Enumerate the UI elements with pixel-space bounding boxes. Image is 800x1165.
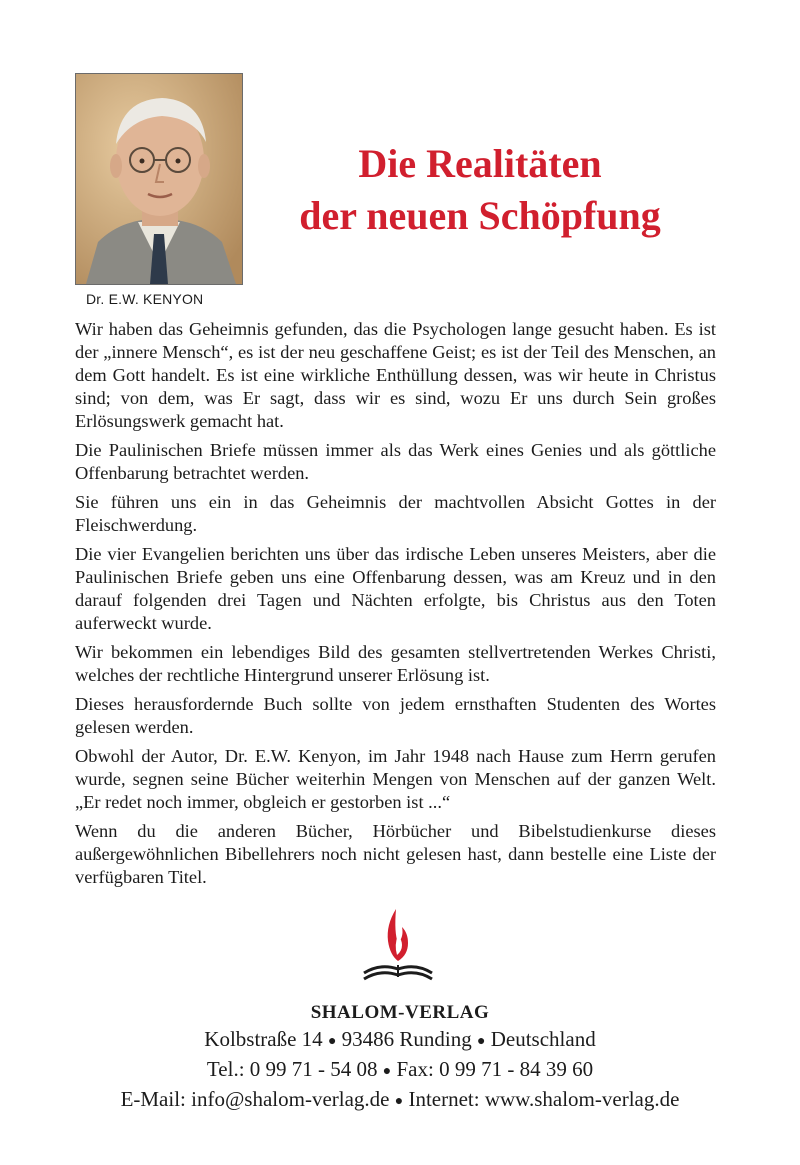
blurb-paragraph: Sie führen uns ein in das Geheimnis der machtvollen Absicht Gottes in der Fleischwerdung. (75, 492, 716, 535)
fax-number: Fax: 0 99 71 - 84 39 60 (396, 1057, 594, 1081)
book-title (250, 138, 710, 242)
blurb-paragraph: Obwohl der Autor, Dr. E.W. Kenyon, im Jahr 1948 nach Hause zum Herrn gerufen wurde, segnen seine Bücher weiterhin Mengen von Menschen auf der ganzen Welt. „Er redet noch immer, obgleich er gestorben ist ...“ (75, 746, 716, 812)
blurb-paragraph: Die vier Evangelien berichten uns über das irdische Leben unseres Meisters, aber die Paulinischen Briefe geben uns eine Offenbarung dessen, was am Kreuz und in den darauf folgenden drei Tagen und Nächten erfolgte, bis Christus aus den Toten auferweckt wurde. (75, 544, 716, 633)
publisher-info (40, 1000, 760, 1116)
blurb-paragraph: Die Paulinischen Briefe müssen immer als das Werk eines Genies und als göttliche Offenbarung betrachtet werden. (75, 440, 716, 483)
portrait-photo-icon (76, 74, 242, 284)
address-city: 93486 Runding (341, 1027, 472, 1051)
blurb-paragraph: Wir bekommen ein lebendiges Bild des gesamten stellvertretenden Werkes Christi, welches der rechtliche Hintergrund unserer Erlösung ist. (75, 642, 716, 685)
blurb-text (75, 318, 716, 895)
blurb-paragraph: Wenn du die anderen Bücher, Hörbücher und Bibelstudienkurse dieses außergewöhnlichen Bibellehrers noch nicht gelesen hast, dann bestelle eine Liste der verfügbaren Titel. (75, 821, 716, 887)
publisher-name: SHALOM-VERLAG (310, 1002, 490, 1023)
publisher-address (40, 1026, 760, 1056)
bullet-separator: ● (327, 1034, 337, 1049)
book-title-line-2: der neuen Schöpfung (299, 193, 661, 238)
publisher-phone-fax (40, 1056, 760, 1086)
address-street: Kolbstraße 14 (204, 1027, 323, 1051)
bullet-separator: ● (477, 1034, 486, 1049)
address-country: Deutschland (490, 1027, 596, 1051)
email-address: E-Mail: info@shalom-verlag.de (120, 1087, 390, 1111)
author-photo (75, 73, 243, 285)
blurb-paragraph: Dieses herausfordernde Buch sollte von jedem ernsthaften Studenten des Wortes gelesen werden. (75, 694, 716, 737)
photo-caption: Dr. E.W. KENYON (86, 291, 204, 307)
bullet-separator: ● (394, 1094, 404, 1109)
bullet-separator: ● (382, 1064, 392, 1079)
publisher-logo (360, 905, 436, 985)
blurb-paragraph: Wir haben das Geheimnis gefunden, das die Psychologen lange gesucht haben. Es ist der „innere Mensch“, es ist der neu geschaffene Geist; es ist der Teil des Menschen, an dem Gott handelt. Es ist eine wirkliche Enthüllung dessen, was wir heute in Christus sind; von dem, was Er sagt, dass wir es sind, wozu Er uns durch Sein großes Erlösungswerk gemacht hat. (75, 319, 716, 431)
website-address: Internet: www.shalom-verlag.de (408, 1087, 680, 1111)
book-title-line-1: Die Realitäten (358, 141, 602, 186)
phone-number: Tel.: 0 99 71 - 54 08 (206, 1057, 378, 1081)
flame-open-book-icon (360, 905, 436, 985)
publisher-contact (40, 1086, 760, 1116)
